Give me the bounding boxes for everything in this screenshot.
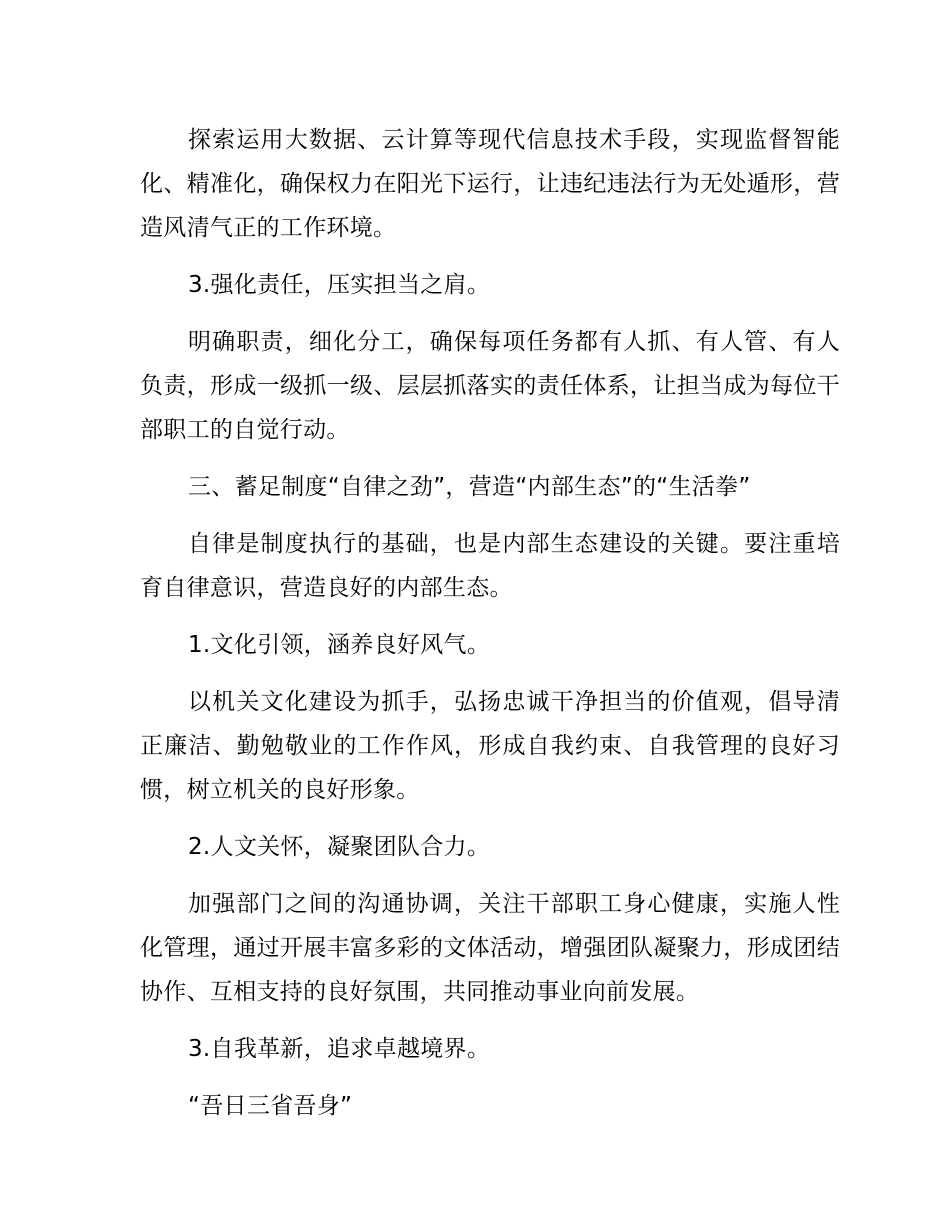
paragraph-team-cohesion: 加强部门之间的沟通协调，关注干部职工身心健康，实施人性化管理，通过开展丰富多彩的文体活动，增强团队凝聚力，形成团结协作、互相支持的良好氛围，共同推动事业向前发展。 <box>140 891 840 1005</box>
paragraph-clarify-duties: 明确职责，细化分工，确保每项任务都有人抓、有人管、有人负责，形成一级抓一级、层层抓落实的责任体系，让担当成为每位干部职工的自觉行动。 <box>140 329 840 443</box>
paragraph-organizational-culture: 以机关文化建设为抓手，弘扬忠诚干净担当的价值观，倡导清正廉洁、勤勉敬业的工作作风，形成自我约束、自我管理的良好习惯，树立机关的良好形象。 <box>140 689 840 803</box>
heading-culture-leading: 1.文化引领，涵养良好风气。 <box>188 632 491 658</box>
document-body <box>140 118 840 1128</box>
paragraph-quote: “吾日三省吾身” <box>188 1093 353 1119</box>
heading-strengthen-responsibility: 3.强化责任，压实担当之肩。 <box>188 272 491 298</box>
heading-self-renewal: 3.自我革新，追求卓越境界。 <box>188 1036 491 1062</box>
section-heading-self-discipline: 三、蓄足制度“自律之劲”，营造“内部生态”的“生活拳” <box>188 474 751 500</box>
paragraph-self-discipline: 自律是制度执行的基础，也是内部生态建设的关键。要注重培育自律意识，营造良好的内部生态。 <box>140 531 840 601</box>
heading-humanistic-care: 2.人文关怀，凝聚团队合力。 <box>188 834 491 860</box>
paragraph-monitoring-technology: 探索运用大数据、云计算等现代信息技术手段，实现监督智能化、精准化，确保权力在阳光下运行，让违纪违法行为无处遁形，营造风清气正的工作环境。 <box>140 127 840 241</box>
